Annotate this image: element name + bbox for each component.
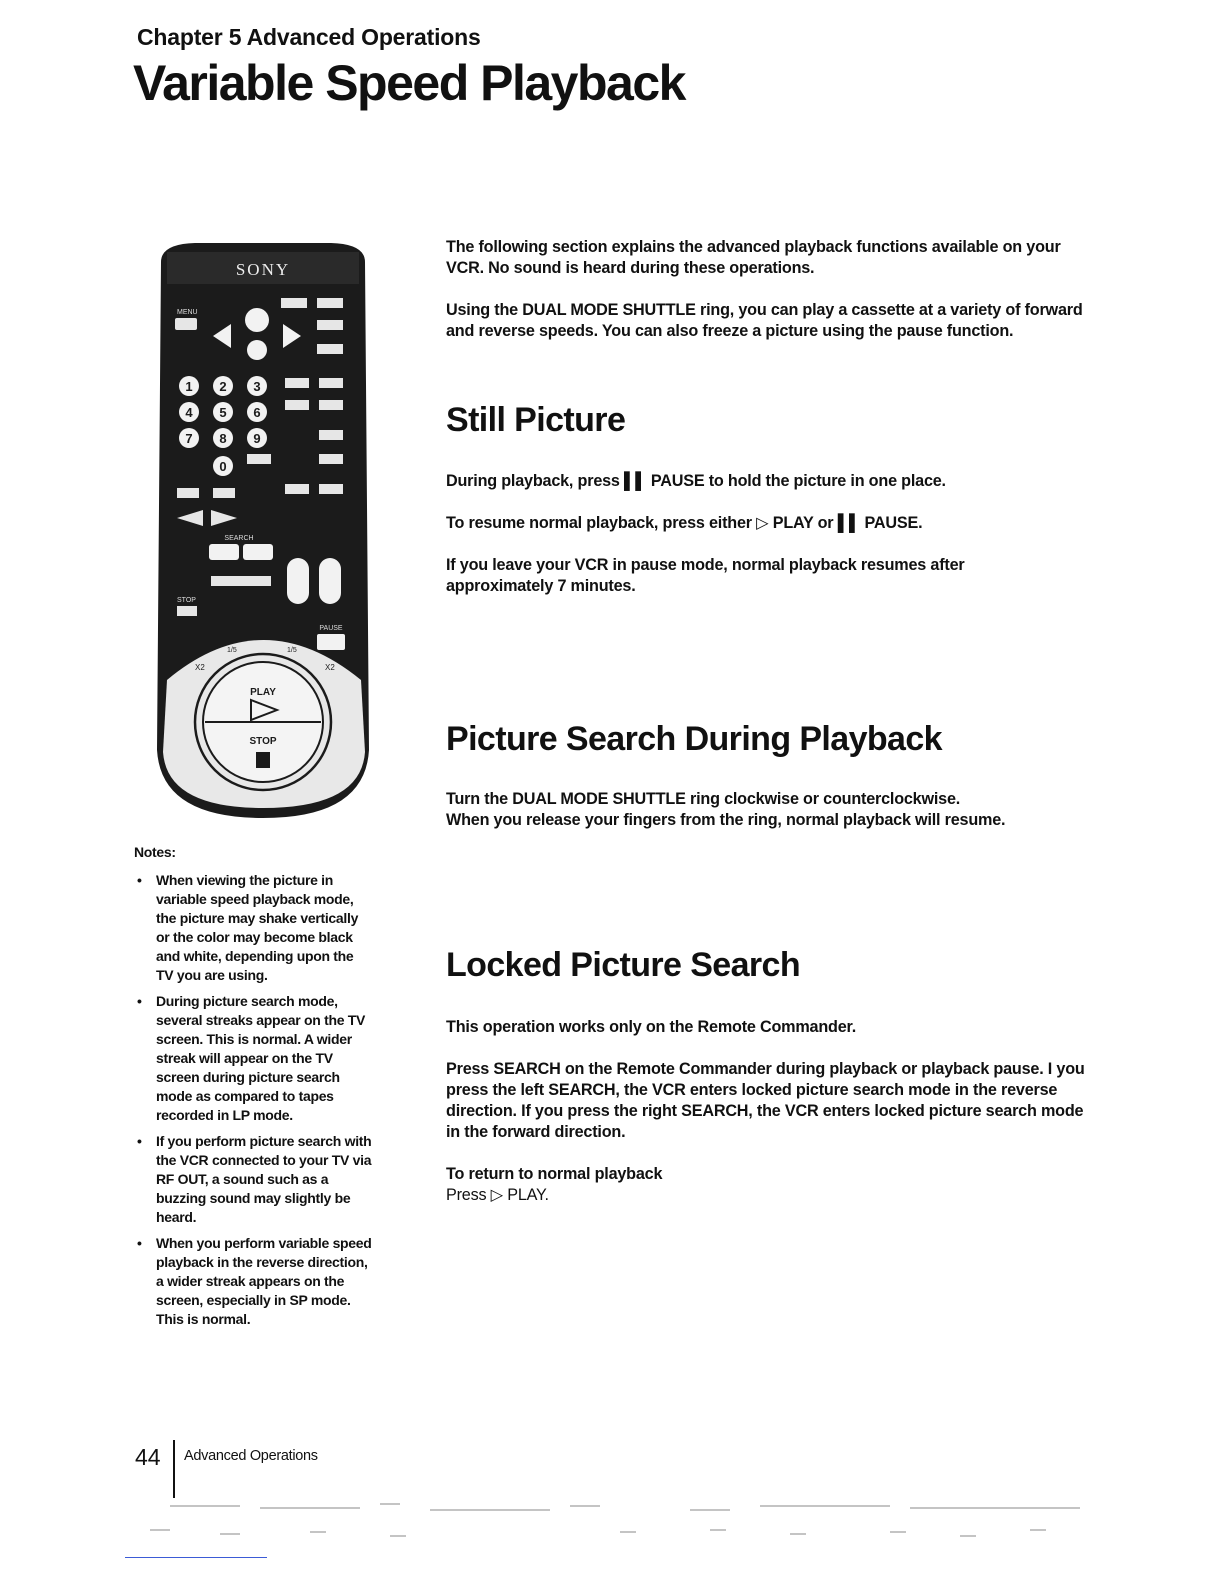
- search-right-button[interactable]: [243, 544, 273, 560]
- execute-button[interactable]: [317, 344, 343, 354]
- chapter-heading: Chapter 5 Advanced Operations: [137, 24, 481, 50]
- search-label: SEARCH: [224, 535, 254, 542]
- note-text: When you perform variable speed playback in the reverse direction, a wider streak appears on the screen, especially in SP mode. This is normal.: [156, 1235, 372, 1327]
- footer-section-label: Advanced Operations: [184, 1448, 318, 1464]
- stop-label: STOP: [249, 736, 277, 747]
- speed-left-label: X2: [195, 663, 205, 672]
- cancel-button[interactable]: [319, 378, 343, 388]
- number-0-label: 0: [219, 459, 227, 474]
- page-number: 44: [135, 1444, 161, 1470]
- pause-button[interactable]: [317, 634, 345, 650]
- note-item: [134, 992, 374, 1125]
- stop-button[interactable]: [256, 752, 270, 768]
- x2-button[interactable]: [213, 488, 235, 498]
- play-label: PLAY: [250, 687, 276, 698]
- number-4-label: 4: [185, 405, 193, 420]
- picture-search-line-2: When you release your fingers from the ring, normal playback will resume.: [446, 811, 1006, 829]
- bullet-icon: •: [137, 1235, 142, 1251]
- still-picture-paragraph-3: If you leave your VCR in pause mode, normal playback resumes after approximately 7 minutes.: [446, 556, 965, 595]
- menu-button[interactable]: [175, 318, 197, 330]
- still-picture-heading: Still Picture: [446, 401, 626, 439]
- input-select-button[interactable]: [319, 400, 343, 410]
- remote-control-illustration: [155, 240, 371, 820]
- intro-paragraph-2: Using the DUAL MODE SHUTTLE ring, you can play a cassette at a variety of forward and reverse speeds. You can also freeze a picture using the pause function.: [446, 301, 1083, 340]
- menu-label: MENU: [177, 309, 198, 316]
- number-8-label: 8: [219, 431, 227, 446]
- cursor-up-button[interactable]: [245, 308, 269, 332]
- command-mode-button[interactable]: [317, 320, 343, 330]
- locked-search-paragraph-1: This operation works only on the Remote Commander.: [446, 1018, 857, 1036]
- number-6-label: 6: [253, 405, 261, 420]
- note-text: If you perform picture search with the VCR connected to your TV via RF OUT, a sound such as a buzzing sound may slightly be heard.: [156, 1133, 372, 1225]
- clear-button[interactable]: [285, 378, 309, 388]
- speed-right-label: X2: [325, 663, 335, 672]
- note-item: [134, 1234, 374, 1329]
- page-title: Variable Speed Playback: [133, 55, 685, 111]
- note-item: [134, 1132, 374, 1227]
- return-normal-text: Press ▷ PLAY.: [446, 1186, 549, 1204]
- number-5-label: 5: [219, 405, 227, 420]
- number-9-label: 9: [253, 431, 261, 446]
- power-button[interactable]: [317, 298, 343, 308]
- return-normal-title: To return to normal playback: [446, 1165, 663, 1183]
- footer-divider: [173, 1440, 175, 1498]
- notes-section: [134, 843, 374, 1336]
- stop-small-button[interactable]: [177, 606, 197, 616]
- pause-label: PAUSE: [319, 625, 343, 632]
- locked-search-paragraph-2: Press SEARCH on the Remote Commander during playback or playback pause. I you press the left SEARCH, the VCR enters locked picture search mode in the reverse direction. If you press the right SEARCH, the VCR enters locked picture search mode in the forward direction.: [446, 1060, 1085, 1141]
- cursor-down-button[interactable]: [247, 340, 267, 360]
- number-2-label: 2: [219, 379, 227, 394]
- tape-return-button[interactable]: [285, 484, 309, 494]
- picture-search-line-1: Turn the DUAL MODE SHUTTLE ring clockwise or counterclockwise.: [446, 790, 961, 808]
- bullet-icon: •: [137, 1133, 142, 1149]
- still-picture-paragraph-2: To resume normal playback, press either ▷ PLAY or ▌▌ PAUSE.: [446, 514, 923, 532]
- notes-heading: Notes:: [134, 844, 176, 860]
- locked-search-heading: Locked Picture Search: [446, 946, 800, 984]
- remote-brand: SONY: [235, 260, 291, 279]
- number-1-label: 1: [185, 379, 193, 394]
- channel-up-button[interactable]: [287, 558, 309, 604]
- note-text: During picture search mode, several streaks appear on the TV screen. This is normal. A wider streak will appear on the TV screen during picture search mode as compared to tapes recorded in LP mode.: [156, 993, 366, 1123]
- stop-small-label: STOP: [177, 597, 196, 604]
- display-button[interactable]: [319, 454, 343, 464]
- speed-inner-right-label: 1/5: [287, 647, 297, 654]
- search-left-button[interactable]: [209, 544, 239, 560]
- still-picture-paragraph-1: During playback, press ▌▌ PAUSE to hold the picture in one place.: [446, 472, 946, 490]
- scan-blue-line: [125, 1557, 267, 1558]
- speed-inner-left-label: 1/5: [227, 647, 237, 654]
- number-7-label: 7: [185, 431, 193, 446]
- enter-button[interactable]: [247, 454, 271, 464]
- picture-search-heading: Picture Search During Playback: [446, 720, 942, 758]
- note-item: [134, 871, 374, 985]
- tv-vtr-button[interactable]: [281, 298, 307, 308]
- intro-paragraph-1: The following section explains the advanced playback functions available on your VCR. No sound is heard during these operations.: [446, 238, 1061, 277]
- rec-button[interactable]: [211, 576, 271, 586]
- counter-reset-button[interactable]: [319, 484, 343, 494]
- bullet-icon: •: [137, 993, 142, 1009]
- notes-list: [134, 871, 374, 1329]
- note-text: When viewing the picture in variable speed playback mode, the picture may shake vertically or the color may become black and white, depending upon the TV you are using.: [156, 872, 359, 983]
- scan-noise-decoration: [130, 1496, 1090, 1546]
- number-3-label: 3: [253, 379, 261, 394]
- slow-button[interactable]: [177, 488, 199, 498]
- tape-speed-button[interactable]: [285, 400, 309, 410]
- vcr-plus-button[interactable]: [319, 430, 343, 440]
- channel-down-button[interactable]: [319, 558, 341, 604]
- bullet-icon: •: [137, 872, 142, 888]
